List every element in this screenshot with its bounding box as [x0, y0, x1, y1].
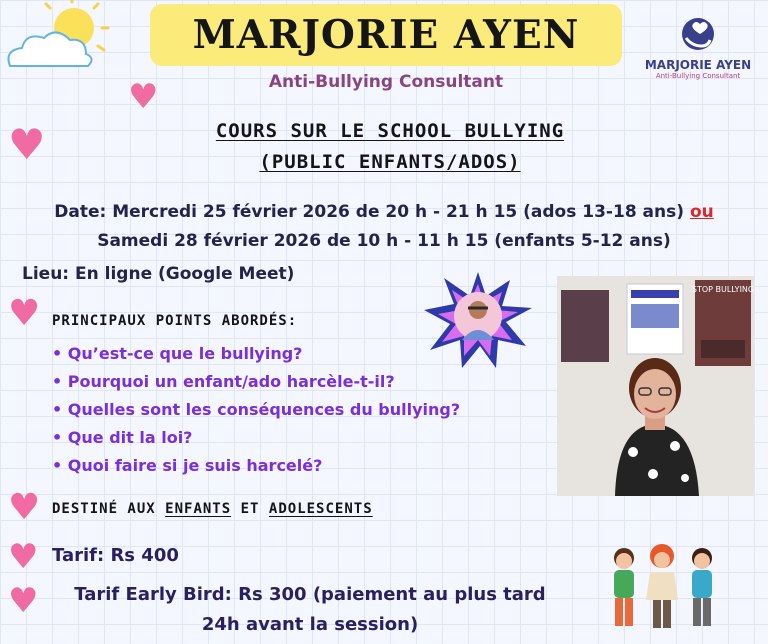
- brand-logo: [640, 16, 756, 78]
- points-title: PRINCIPAUX POINTS ABORDÉS:: [52, 313, 298, 329]
- schedule-line2: Samedi 28 février 2026 de 10 h - 11 h 15 (enfants 5-12 ans): [97, 231, 671, 251]
- heart-icon: ♥: [8, 293, 41, 334]
- heart-icon: ♥: [8, 537, 39, 577]
- schedule-line1: Date: Mercredi 25 février 2026 de 20 h - 21 h 15 (ados 13-18 ans): [54, 202, 685, 222]
- audience-children: ENFANTS: [165, 501, 232, 517]
- early-bird-line1: Tarif Early Bird: Rs 300 (paiement au plus tard: [74, 584, 546, 605]
- points-list: [52, 340, 460, 480]
- list-item: • Quelles sont les conséquences du bullying?: [52, 396, 460, 424]
- list-item: • Qu’est-ce que le bullying?: [52, 340, 460, 368]
- list-item: • Pourquoi un enfant/ado harcèle-t-il?: [52, 368, 460, 396]
- location: Lieu: En ligne (Google Meet): [22, 264, 295, 284]
- audience-and: ET: [240, 501, 260, 517]
- logo-name: MARJORIE AYEN: [644, 58, 752, 72]
- heart-icon: ♥: [128, 77, 159, 117]
- heart-icon: ♥: [8, 581, 39, 621]
- list-item: • Que dit la loi?: [52, 424, 460, 452]
- schedule: [10, 198, 758, 256]
- course-title-line2: (PUBLIC ENFANTS/ADOS): [259, 151, 521, 173]
- logo-tagline: Anti-Bullying Consultant: [655, 72, 741, 80]
- hands-heart-icon: [678, 16, 718, 52]
- heart-icon: ♥: [8, 120, 46, 169]
- audience-prefix: DESTINÉ AUX: [52, 501, 156, 517]
- early-bird-price: [40, 580, 580, 640]
- course-title: [120, 116, 660, 178]
- page-title: MARJORIE AYEN: [192, 12, 580, 58]
- poster-stop-text: STOP BULLYING: [691, 285, 754, 294]
- kids-illustration: [604, 542, 728, 640]
- audience-teens: ADOLESCENTS: [268, 501, 373, 517]
- subtitle: Anti-Bullying Consultant: [268, 72, 504, 92]
- schedule-connector: ou: [689, 202, 714, 222]
- heart-icon: ♥: [8, 487, 41, 528]
- sun-cloud-illustration: [0, 0, 120, 80]
- consultant-photo: [557, 276, 754, 496]
- audience: [52, 501, 373, 517]
- photo-illustration: [557, 276, 754, 496]
- price: Tarif: Rs 400: [52, 545, 179, 566]
- early-bird-line2: 24h avant la session): [201, 614, 419, 635]
- title-banner: [150, 4, 622, 66]
- list-item: • Quoi faire si je suis harcelé?: [52, 452, 460, 480]
- course-title-line1: COURS SUR LE SCHOOL BULLYING: [215, 120, 565, 142]
